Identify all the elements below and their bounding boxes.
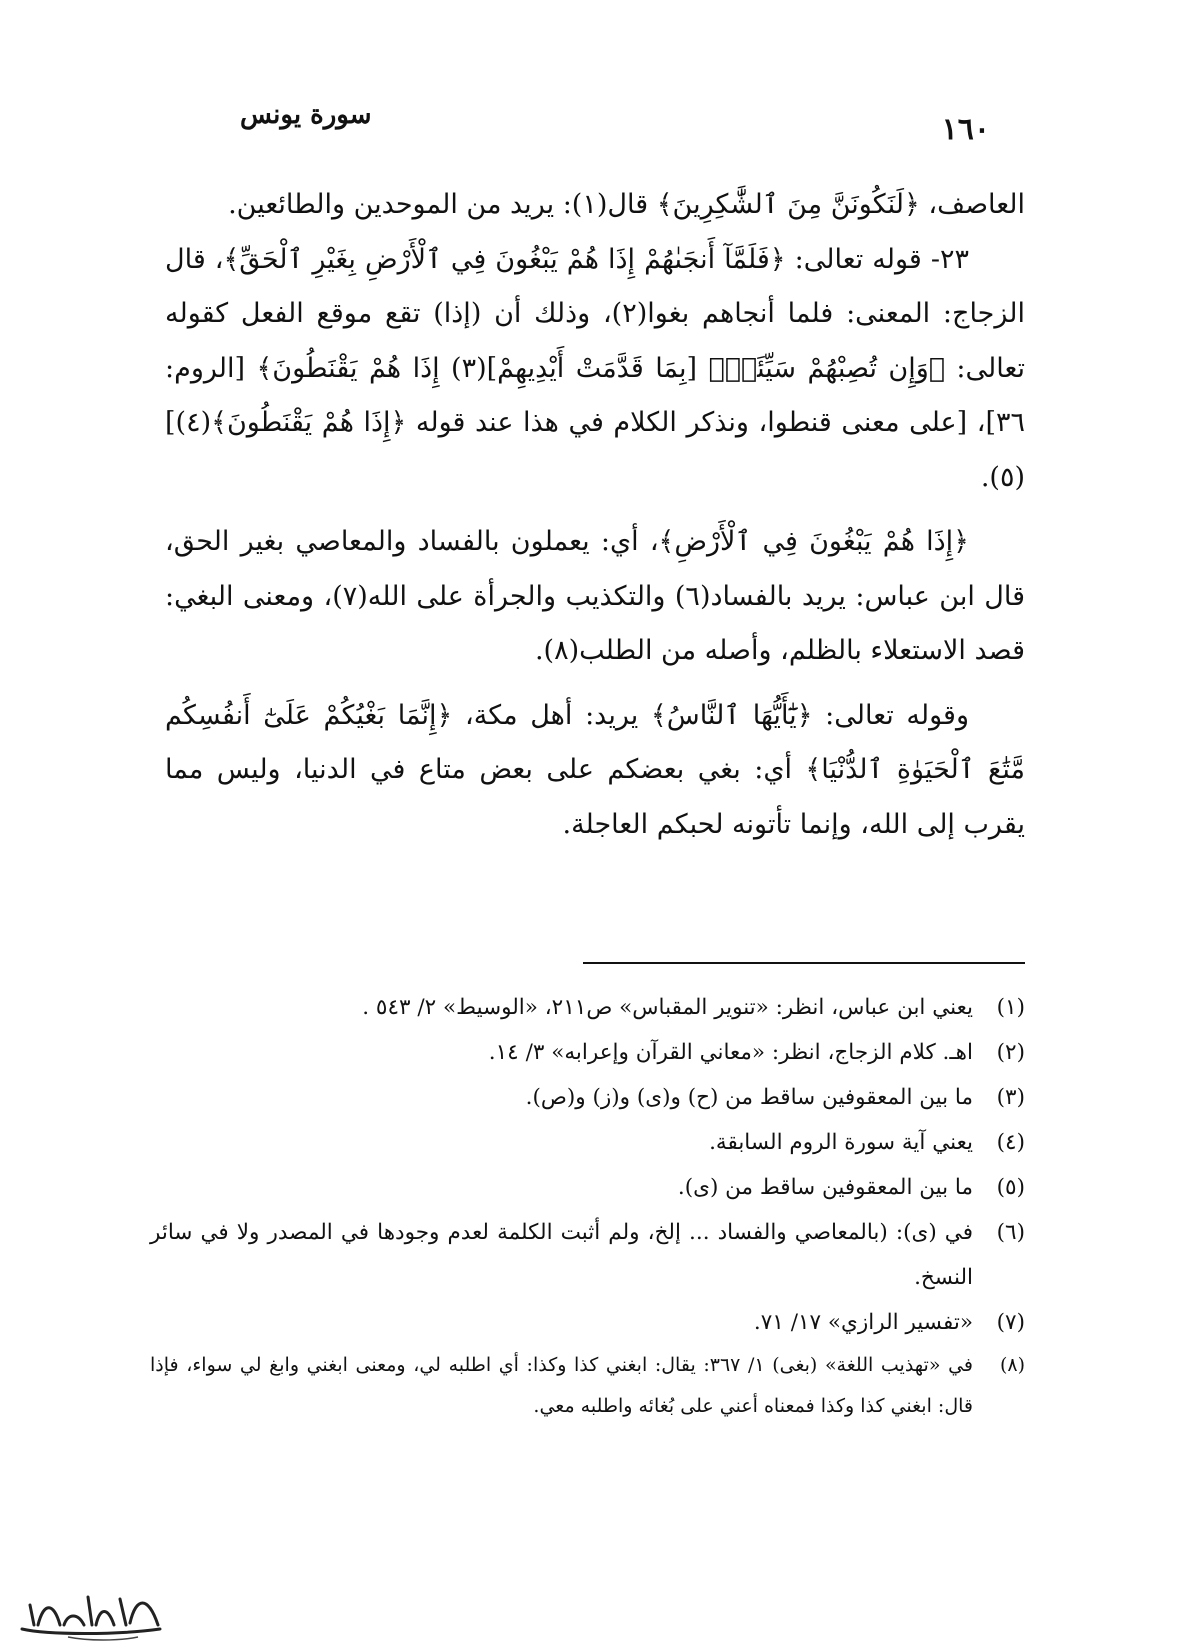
footnote-text: يعني ابن عباس، انظر: «تنوير المقباس» ص٢١١، «الوسيط» ٢/ ٥٤٣ . xyxy=(362,995,973,1020)
footnote-text: ما بين المعقوفين ساقط من (ح) و(ى) و(ز) و(ص). xyxy=(525,1085,973,1110)
paragraph-4: وقوله تعالى: ﴿يَٰٓأَيُّهَا ٱلنَّاسُ﴾ يريد: أهل مكة، ﴿إِنَّمَا بَغْيُكُمْ عَلَىٰٓ أَنفُسِكُم مَّتَٰعَ ٱلْحَيَوٰةِ ٱلدُّنْيَا﴾ أي: بغي بعضكم على بعض متاع في الدنيا، وليس مما يقرب إلى الله، وإنما تأتونه لحبكم العاجلة. xyxy=(165,699,1025,840)
footnote-number: (١) xyxy=(996,995,1025,1020)
footnote-4 xyxy=(150,1120,1025,1165)
paragraph-2: ٢٣- قوله تعالى: ﴿فَلَمَّآ أَنجَىٰهُمْ إِذَا هُمْ يَبْغُونَ فِي ٱلْأَرْضِ بِغَيْرِ ٱلْحَقِّ﴾، قال الزجاج: المعنى: فلما أنجاهم بغوا(٢)، وذلك أن (إذا) تقع موقع الفعل كقوله تعالى: ﴿وَإِن تُصِبْهُمْ سَيِّئَةٌۢ [بِمَا قَدَّمَتْ أَيْدِيهِمْ](٣) إِذَا هُمْ يَقْنَطُونَ﴾ [الروم: ٣٦]، [على معنى قنطوا، ونذكر الكلام في هذا عند قوله ﴿إِذَا هُمْ يَقْنَطُونَ﴾(٤)](٥). xyxy=(165,243,1025,493)
footnote-number: (٥) xyxy=(996,1175,1025,1200)
footnote-1 xyxy=(150,985,1025,1030)
paragraph-1: العاصف، ﴿لَنَكُونَنَّ مِنَ ٱلشَّٰكِرِينَ﴾ قال(١): يريد من الموحدين والطائعين. xyxy=(228,189,1025,220)
footnote-text: في (ى): (بالمعاصي والفساد ... إلخ، ولم أثبت الكلمة لعدم وجودها في المصدر ولا في سائر النسخ. xyxy=(150,1220,973,1290)
footnote-text: في «تهذيب اللغة» (بغى) ١/ ٣٦٧: يقال: ابغني كذا وكذا: أي اطلبه لي، ومعنى ابغني وابغ لي سواء، فإذا قال: ابغني كذا وكذا فمعناه أعني على بُغائه واطلبه معي. xyxy=(150,1354,973,1417)
footnote-number: (٨) xyxy=(999,1354,1025,1376)
footnote-divider xyxy=(583,962,1025,964)
surah-title: سورة يونس xyxy=(240,100,372,130)
footnote-6 xyxy=(150,1210,1025,1300)
footnote-text: يعني آية سورة الروم السابقة. xyxy=(709,1130,973,1155)
footnote-8 xyxy=(150,1345,1025,1427)
page-number: ١٦٠ xyxy=(941,112,990,147)
main-text xyxy=(165,178,1025,852)
footnote-number: (٢) xyxy=(996,1040,1025,1065)
footnote-number: (٤) xyxy=(996,1130,1025,1155)
footnote-text: «تفسير الرازي» ١٧/ ٧١. xyxy=(753,1310,973,1335)
footnote-number: (٦) xyxy=(996,1220,1025,1245)
calligraphy-logo-icon xyxy=(8,1585,168,1645)
footnote-2 xyxy=(150,1030,1025,1075)
footnotes xyxy=(150,985,1025,1427)
paragraph-3: ﴿إِذَا هُمْ يَبْغُونَ فِي ٱلْأَرْضِ﴾، أي: يعملون بالفساد والمعاصي بغير الحق، قال ابن عباس: يريد بالفساد(٦) والتكذيب والجرأة على الله(٧)، ومعنى البغي: قصد الاستعلاء بالظلم، وأصله من الطلب(٨). xyxy=(165,526,1026,666)
footnote-5 xyxy=(150,1165,1025,1210)
footnote-text: اهـ. كلام الزجاج، انظر: «معاني القرآن وإعرابه» ٣/ ١٤. xyxy=(488,1040,973,1065)
footnote-text: ما بين المعقوفين ساقط من (ى). xyxy=(677,1175,973,1200)
footnote-7 xyxy=(150,1300,1025,1345)
footnote-3 xyxy=(150,1075,1025,1120)
footnote-number: (٣) xyxy=(996,1085,1025,1110)
footnote-number: (٧) xyxy=(996,1310,1025,1335)
